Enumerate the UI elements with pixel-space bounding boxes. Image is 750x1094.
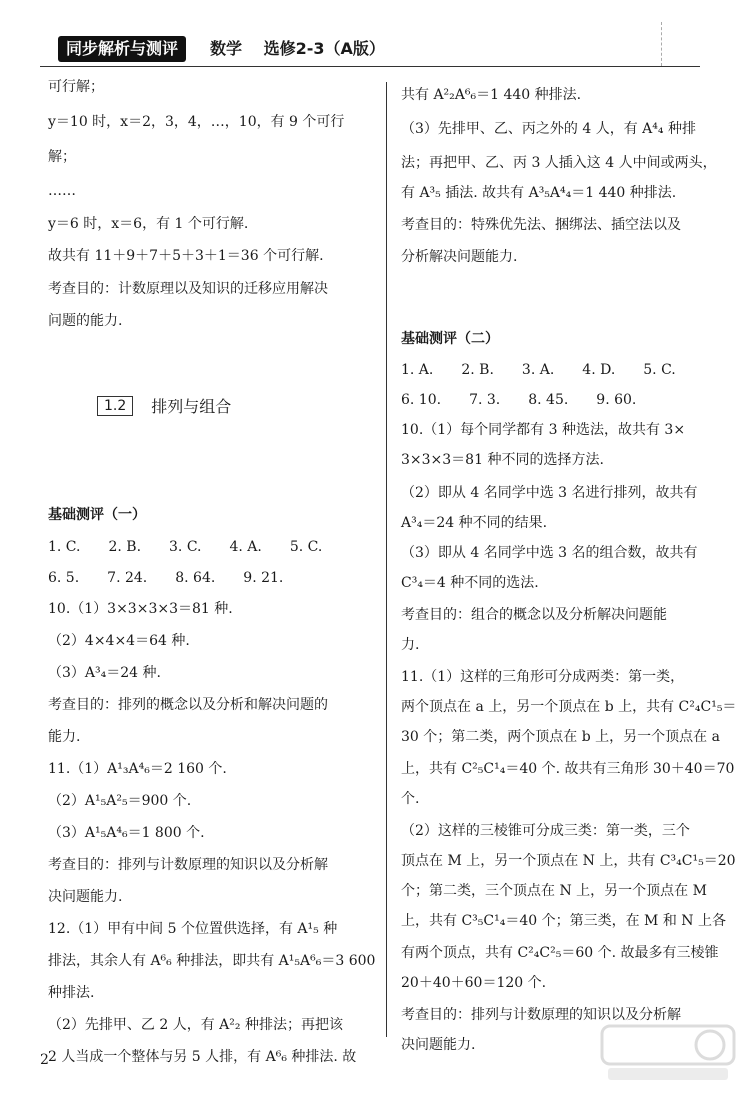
section-title: 排列与组合	[151, 397, 232, 416]
text-line: 顶点在 M 上，另一个顶点在 N 上，共有 C³₄C¹₅＝20	[401, 853, 736, 869]
text-line: （3）A¹₅A⁴₆＝1 800 个.	[48, 825, 205, 841]
text-line: 上，共有 C³₅C¹₄＝40 个；第三类，在 M 和 N 上各	[401, 913, 726, 929]
text-line: 可行解；	[48, 79, 104, 95]
text-line: 11.（1）A¹₃A⁴₆＝2 160 个.	[48, 761, 227, 777]
text-line: 1. A. 2. B. 3. A. 4. D. 5. C.	[401, 362, 676, 378]
text-line: y＝6 时，x＝6，有 1 个可行解.	[48, 216, 249, 232]
course-label: 选修2-3（A版）	[263, 39, 385, 58]
subsection-heading: 基础测评（二）	[401, 331, 499, 347]
text-line: 个；第二类，三个顶点在 N 上，另一个顶点在 M	[401, 883, 707, 899]
text-line: 6. 10. 7. 3. 8. 45. 9. 60.	[401, 392, 637, 408]
section-heading	[97, 394, 231, 417]
text-line: C³₄＝4 种不同的选法.	[401, 575, 539, 591]
text-line: 法；再把甲、乙、丙 3 人插入这 4 人中间或两头，	[401, 155, 717, 171]
text-line: 有两个顶点，共有 C²₄C²₅＝60 个. 故最多有三棱锥	[401, 945, 719, 961]
text-line: 6. 5. 7. 24. 8. 64. 9. 21.	[48, 570, 284, 586]
text-line: 11.（1）这样的三角形可分成两类：第一类，	[401, 669, 685, 685]
text-line: 10.（1）每个同学都有 3 种选法，故共有 3×	[401, 422, 686, 438]
text-line: 1. C. 2. B. 3. C. 4. A. 5. C.	[48, 539, 323, 555]
text-line: 共有 A²₂A⁶₆＝1 440 种排法.	[401, 87, 582, 103]
text-line: （3）先排甲、乙、丙之外的 4 人，有 A⁴₄ 种排	[401, 121, 696, 137]
text-line: 排法，其余人有 A⁶₆ 种排法，即共有 A¹₅A⁶₆＝3 600	[48, 953, 376, 969]
text-line: 解；	[48, 149, 76, 165]
text-line: （3）A³₄＝24 种.	[48, 665, 161, 681]
text-line: 决问题能力.	[48, 889, 123, 905]
column-divider	[386, 82, 387, 1037]
text-line: （2）即从 4 名同学中选 3 名进行排列，故共有	[401, 485, 698, 501]
text-line: 考查目的：特殊优先法、捆绑法、插空法以及	[401, 217, 681, 233]
text-line: ……	[48, 183, 76, 199]
text-line: 故共有 11＋9＋7＋5＋3＋1＝36 个可行解.	[48, 248, 324, 264]
header-rule	[40, 66, 700, 67]
text-line: y＝10 时，x＝2，3，4，…，10，有 9 个可行	[48, 114, 345, 130]
text-line: 问题的能力.	[48, 313, 123, 329]
text-line: 10.（1）3×3×3×3＝81 种.	[48, 601, 233, 617]
text-line: 20＋40＋60＝120 个.	[401, 975, 547, 991]
text-line: 考查目的：组合的概念以及分析解决问题能	[401, 607, 667, 623]
text-line: （3）即从 4 名同学中选 3 名的组合数，故共有	[401, 545, 698, 561]
subsection-heading: 基础测评（一）	[48, 507, 146, 523]
corner-decoration	[661, 22, 720, 66]
text-line: 2 人当成一个整体与另 5 人排，有 A⁶₆ 种排法. 故	[48, 1049, 357, 1065]
text-line: 能力.	[48, 729, 81, 745]
text-line: 考查目的：排列的概念以及分析和解决问题的	[48, 697, 328, 713]
book-title-badge: 同步解析与测评	[58, 36, 186, 62]
text-line: 决问题能力.	[401, 1037, 476, 1053]
text-line: （2）这样的三棱锥可分成三类：第一类，三个	[401, 823, 690, 839]
page-header	[58, 36, 738, 62]
header-subtitle	[210, 36, 401, 62]
text-line: （2）先排甲、乙 2 人，有 A²₂ 种排法；再把该	[48, 1017, 343, 1033]
text-line: 考查目的：排列与计数原理的知识以及分析解	[401, 1007, 681, 1023]
text-line: （2）4×4×4＝64 种.	[48, 633, 190, 649]
text-line: 两个顶点在 a 上，另一个顶点在 b 上，共有 C²₄C¹₅＝	[401, 699, 737, 715]
text-line: 上，共有 C²₅C¹₄＝40 个. 故共有三角形 30＋40＝70	[401, 761, 735, 777]
text-line: A³₄＝24 种不同的结果.	[401, 515, 548, 531]
text-line: 3×3×3＝81 种不同的选择方法.	[401, 452, 604, 468]
text-line: 种排法.	[48, 985, 95, 1001]
text-line: （2）A¹₅A²₅＝900 个.	[48, 793, 192, 809]
text-line: 有 A³₅ 插法. 故共有 A³₅A⁴₄＝1 440 种排法.	[401, 185, 677, 201]
text-line: 考查目的：排列与计数原理的知识以及分析解	[48, 857, 328, 873]
watermark-logo	[598, 1020, 738, 1084]
text-line: 分析解决问题能力.	[401, 249, 518, 265]
text-line: 力.	[401, 637, 420, 653]
text-line: 考查目的：计数原理以及知识的迁移应用解决	[48, 281, 328, 297]
page-number: 2	[40, 1052, 49, 1068]
text-line: 个.	[401, 791, 420, 807]
section-number: 1.2	[97, 396, 133, 416]
text-line: 30 个；第二类，两个顶点在 b 上，另一个顶点在 a	[401, 729, 720, 745]
subject-label: 数学	[210, 39, 243, 58]
text-line: 12.（1）甲有中间 5 个位置供选择，有 A¹₅ 种	[48, 921, 338, 937]
